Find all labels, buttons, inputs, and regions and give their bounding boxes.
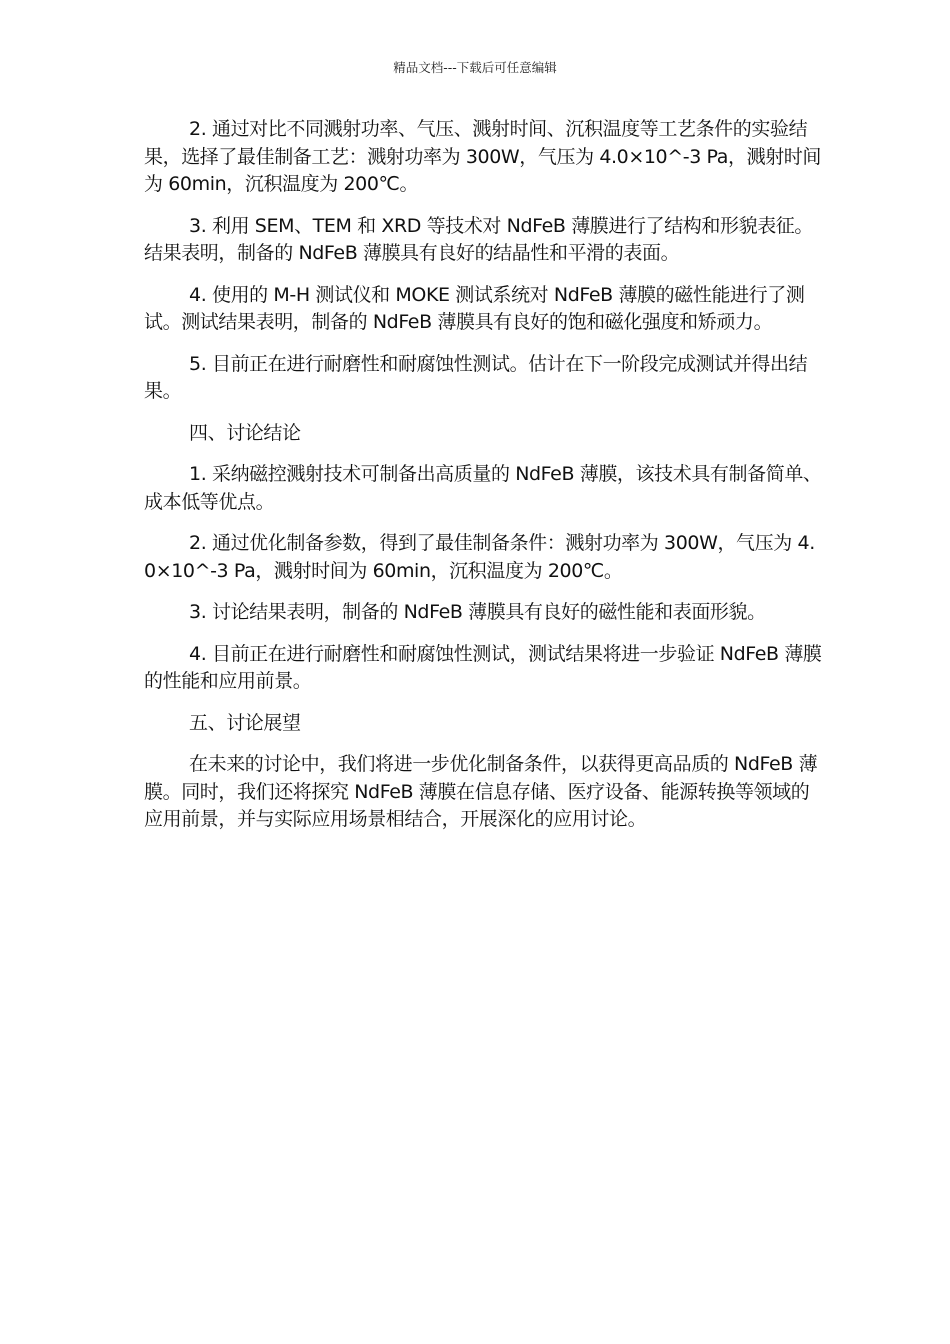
section-heading-conclusions: 四、讨论结论 [189, 421, 301, 444]
paragraph-structure-characterization: 3. 利用 SEM、TEM 和 XRD 等技术对 NdFeB 薄膜进行了结构和形貌表征。结果表明，制备的 NdFeB 薄膜具有良好的结晶性和平滑的表面。 [144, 214, 814, 264]
section-heading-outlook: 五、讨论展望 [189, 711, 301, 734]
paragraph-process-selection: 2. 通过对比不同溅射功率、气压、溅射时间、沉积温度等工艺条件的实验结果，选择了最佳制备工艺：溅射功率为 300W，气压为 4.0×10^-3 Pa，溅射时间为 60min，沉积温度为 200℃。 [144, 118, 821, 195]
document-body [144, 116, 824, 848]
paragraph-conclusion-2: 2. 通过优化制备参数，得到了最佳制备条件：溅射功率为 300W，气压为 4.0×10^-3 Pa，溅射时间为 60min，沉积温度为 200℃。 [144, 532, 815, 582]
paragraph-durability-testing: 5. 目前正在进行耐磨性和耐腐蚀性测试。估计在下一阶段完成测试并得出结果。 [144, 352, 808, 402]
paragraph-conclusion-1: 1. 采纳磁控溅射技术可制备出高质量的 NdFeB 薄膜，该技术具有制备简单、成本低等优点。 [144, 463, 822, 513]
paragraph-magnetic-testing: 4. 使用的 M-H 测试仪和 MOKE 测试系统对 NdFeB 薄膜的磁性能进行了测试。测试结果表明，制备的 NdFeB 薄膜具有良好的饱和磁化强度和矫顽力。 [144, 283, 805, 333]
paragraph-outlook: 在未来的讨论中，我们将进一步优化制备条件，以获得更高品质的 NdFeB 薄膜。同时，我们还将探究 NdFeB 薄膜在信息存储、医疗设备、能源转换等领域的应用前景，并与实际应用场景相结合，开展深化的应用讨论。 [144, 753, 818, 830]
paragraph-conclusion-3: 3. 讨论结果表明，制备的 NdFeB 薄膜具有良好的磁性能和表面形貌。 [189, 601, 766, 623]
paragraph-conclusion-4: 4. 目前正在进行耐磨性和耐腐蚀性测试，测试结果将进一步验证 NdFeB 薄膜的性能和应用前景。 [144, 642, 822, 692]
page-header: 精品文档---下载后可任意编辑 [393, 60, 557, 75]
